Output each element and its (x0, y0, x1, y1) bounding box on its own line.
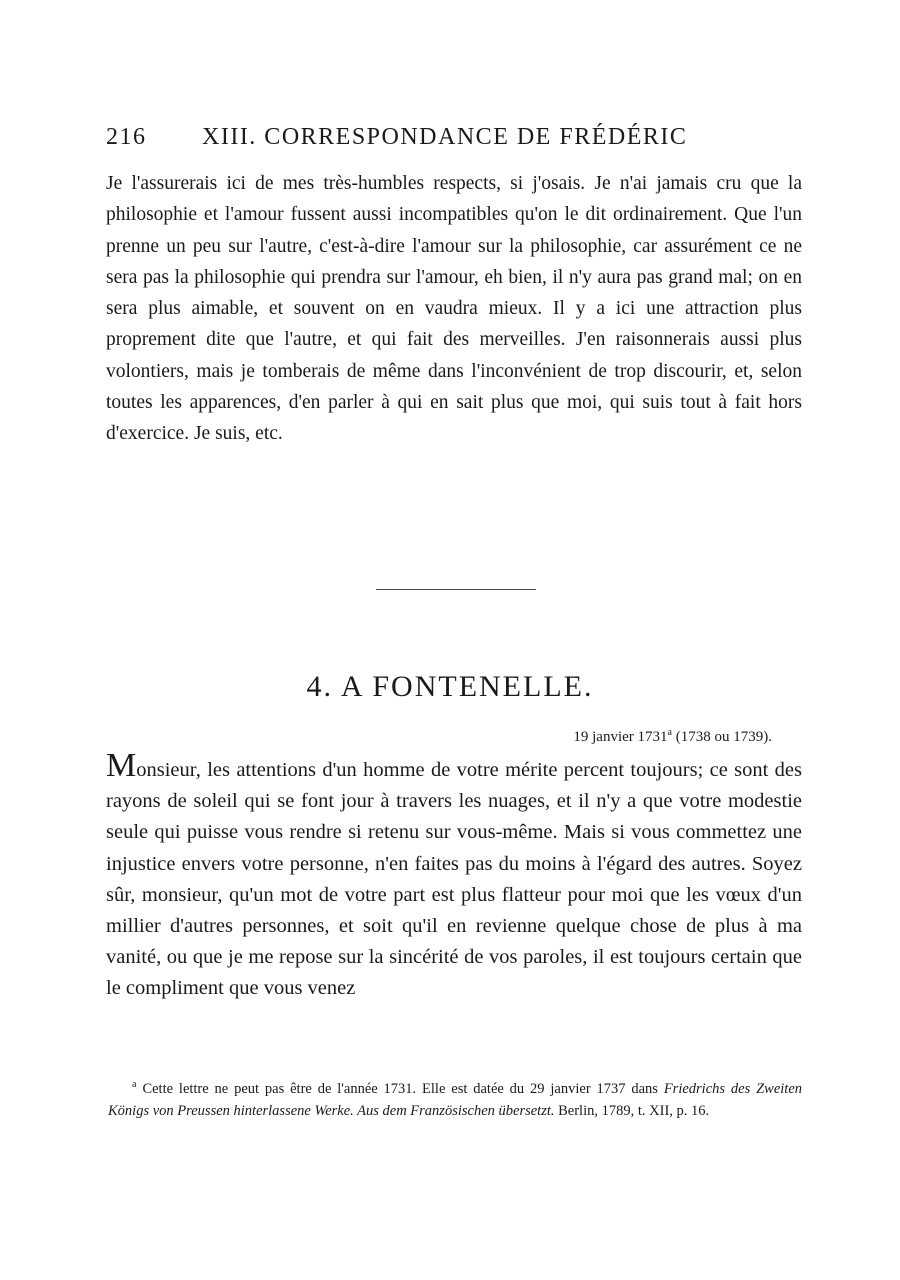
footnote-text-before: Cette lettre ne peut pas être de l'année 1731. Elle est datée du 29 janvier 1737 dans (142, 1080, 658, 1097)
letter-date-note: (1738 ou 1739). (675, 729, 772, 745)
footnote-text-after: Berlin, 1789, t. XII, p. 16. (558, 1102, 710, 1119)
footnote-book-title: Friedrichs des Zweiten Königs von Preussen hinterlassene Werke. Aus dem Französischen übersetzt. (108, 1080, 803, 1119)
running-head-title: XIII. CORRESPONDANCE DE FRÉDÉRIC (202, 124, 688, 150)
continued-letter-text: Je l'assurerais ici de mes très-humbles respects, si j'osais. Je n'ai jamais cru que la philosophie et l'amour fussent aussi incompatibles qu'on le dit ordinairement. Que l'un prenne un peu sur l'autre, c'est-à-dire l'amour sur la philosophie, car assurément ce ne sera pas la philosophie qui prendra sur l'amour, eh bien, il n'y aura pas grand mal; on en sera plus aimable, et souvent on en vaudra mieux. Il y a ici une attraction plus proprement dite que l'autre, et qui fait des merveilles. J'en raisonnerais aussi plus volontiers, mais je tomberais de même dans l'inconvénient de trop discourir, et, selon toutes les apparences, d'en parler à qui en sait plus que moi, qui suis tout à fait hors d'exercice. Je suis, etc. (106, 173, 802, 445)
drop-cap: M (106, 747, 137, 784)
footnote (108, 1074, 802, 1122)
letter-date (573, 727, 772, 746)
page-number: 216 (106, 124, 147, 150)
letter-body-text: onsieur, les attentions d'un homme de votre mérite percent toujours; ce sont des rayons de soleil qui se font jour à travers les nuages, et il n'y a que votre modestie seule qui puisse vous rendre si retenu sur vous-même. Mais si vous commettez une injustice envers votre personne, n'en faites pas du moins à l'égard des autres. Soyez sûr, monsieur, qu'un mot de votre part est plus flatteur pour moi que les vœux d'un millier d'autres personnes, et soit qu'il en revienne quelque chose de plus à ma vanité, ou que je me repose sur la sincérité de vos paroles, il est toujours certain que le compliment que vous venez (106, 759, 802, 1000)
letter-date-main: 19 janvier 1731 (573, 729, 668, 745)
footnote-reference: a (667, 727, 672, 738)
letter-title: 4. A FONTENELLE. (306, 670, 594, 703)
running-head (106, 124, 718, 151)
footnote-mark: a (132, 1079, 137, 1090)
section-separator (376, 589, 536, 590)
letter-body (106, 747, 802, 1005)
